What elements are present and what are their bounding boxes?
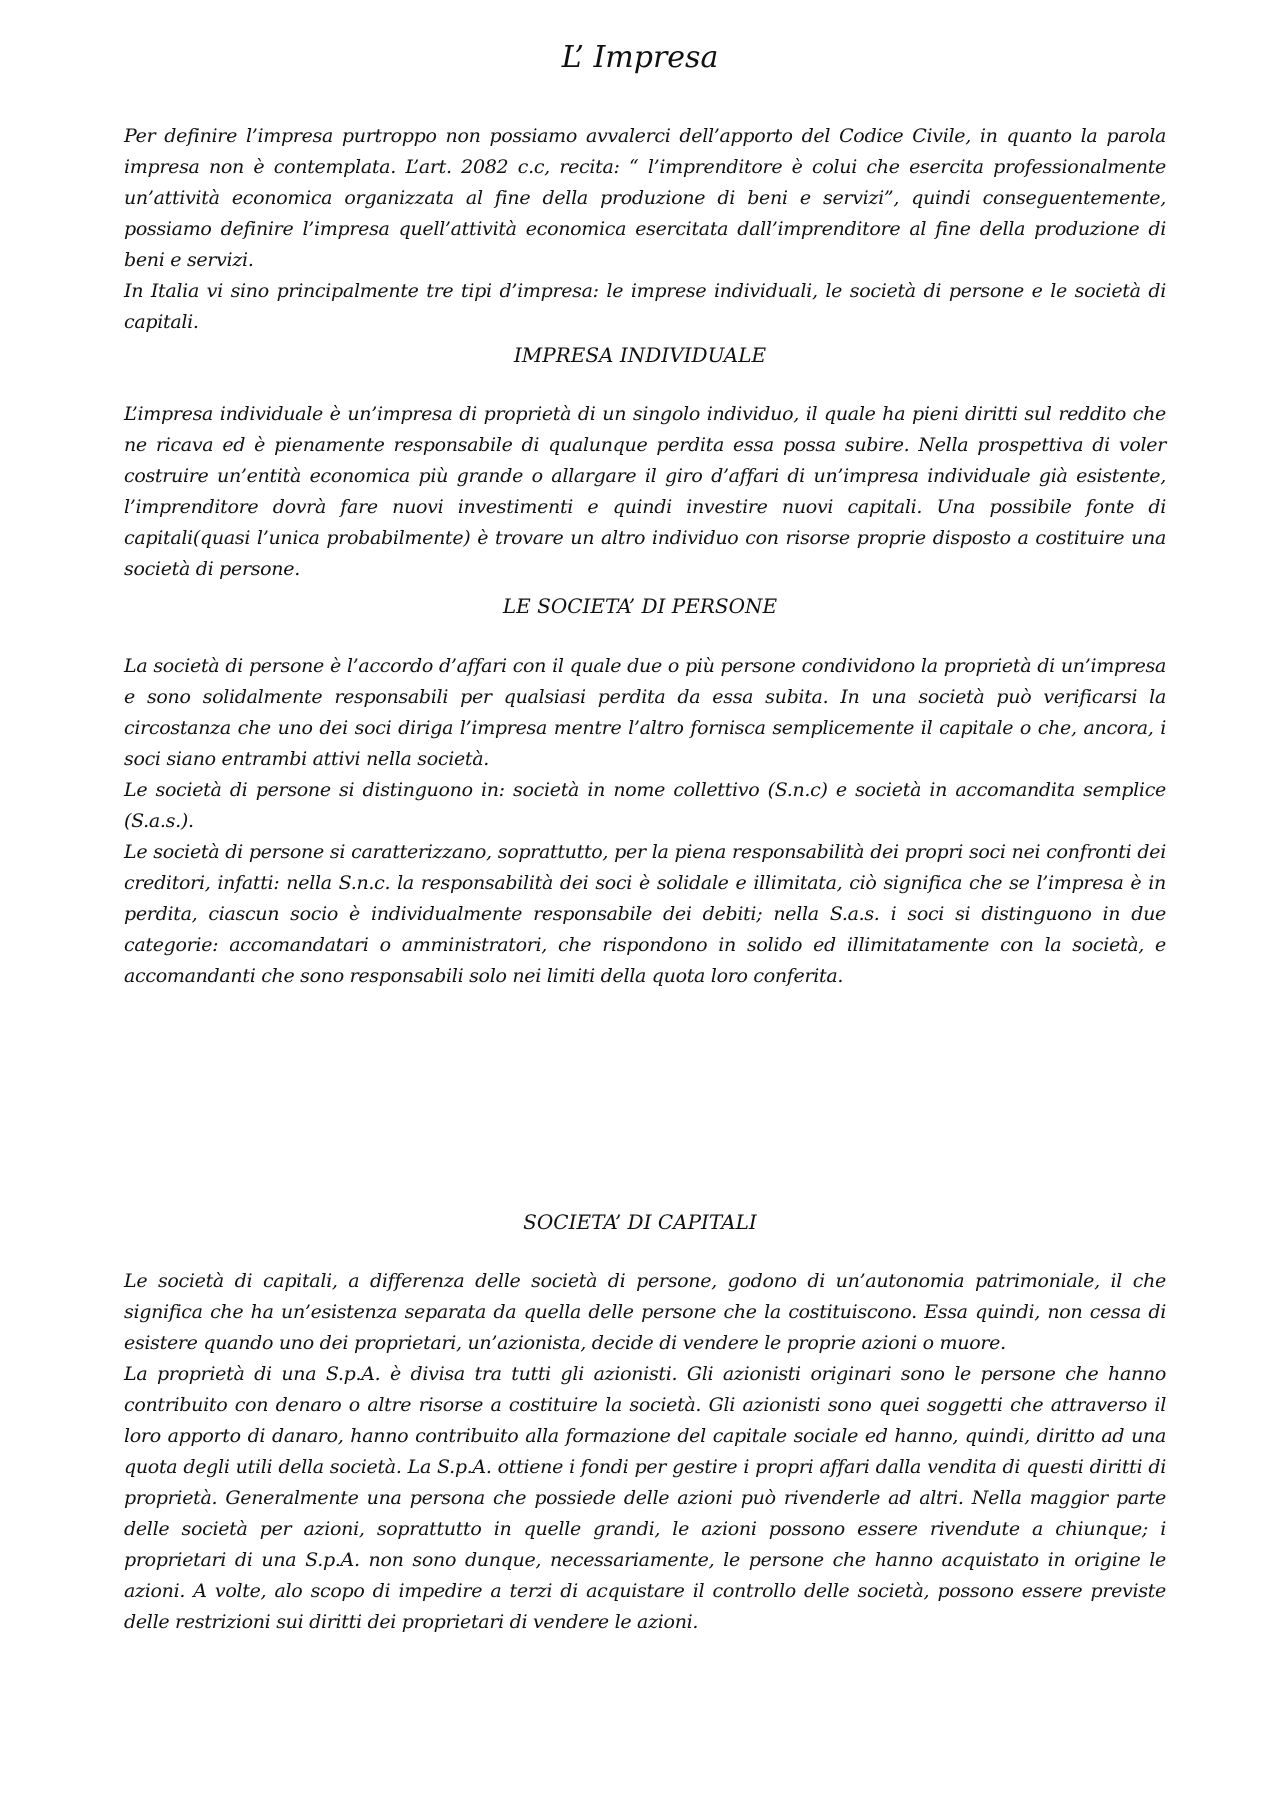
persone-paragraph-3: Le società di persone si caratterizzano, soprattutto, per la piena responsabilità dei propri soci nei confronti dei creditori, infatti: nella S.n.c. la responsabilità dei soci è solidale e illimitata, ciò significa che se l’impresa è in perdita, ciascun socio è individualmente responsabile dei debiti; nella S.a.s. i soci si distinguono in due categorie: accomandatari o amministratori, che rispondono in solido ed illimitatamente con la società, e accomandanti che sono responsabili solo nei limiti della quota loro conferita. bbox=[124, 841, 1166, 987]
individuale-paragraph-1: L’impresa individuale è un’impresa di proprietà di un singolo individuo, il quale ha pieni diritti sul reddito che ne ricava ed è pienamente responsabile di qualunque perdita essa possa subire. Nella prospettiva di voler costruire un’entità economica più grande o allargare il giro d’affari di un’impresa individuale già esistente, l’imprenditore dovrà fare nuovi investimenti e quindi investire nuovi capitali. Una possibile fonte di capitali(quasi l’unica probabilmente) è trovare un altro individuo con risorse proprie disposto a costituire una società di persone. bbox=[124, 403, 1166, 580]
heading-societa-di-capitali: SOCIETA’ DI CAPITALI bbox=[523, 1210, 757, 1234]
heading-impresa-individuale: IMPRESA INDIVIDUALE bbox=[513, 343, 767, 367]
persone-paragraph-1: La società di persone è l’accordo d’affari con il quale due o più persone condividono la proprietà di un’impresa e sono solidalmente responsabili per qualsiasi perdita da essa subita. In una società può verificarsi la circostanza che uno dei soci diriga l’impresa mentre l’altro fornisca semplicemente il capitale o che, ancora, i soci siano entrambi attivi nella società. bbox=[124, 655, 1166, 770]
intro-section bbox=[124, 121, 1166, 338]
page-title: L’ Impresa bbox=[561, 40, 719, 75]
section-societa-di-capitali bbox=[124, 1266, 1166, 1638]
heading-societa-di-persone: LE SOCIETA’ DI PERSONE bbox=[502, 594, 778, 618]
intro-paragraph-1: Per definire l’impresa purtroppo non possiamo avvalerci dell’apporto del Codice Civile, in quanto la parola impresa non è contemplata. L’art. 2082 c.c, recita: “ l’imprenditore è colui che esercita professionalmente un’attività economica organizzata al fine della produzione di beni e servizi”, quindi conseguentemente, possiamo definire l’impresa quell’attività economica esercitata dall’imprenditore al fine della produzione di beni e servizi. bbox=[124, 125, 1166, 271]
section-impresa-individuale bbox=[124, 399, 1166, 585]
capitali-paragraph-2: La proprietà di una S.p.A. è divisa tra tutti gli azionisti. Gli azionisti originari sono le persone che hanno contribuito con denaro o altre risorse a costituire la società. Gli azionisti sono quei soggetti che attraverso il loro apporto di danaro, hanno contribuito alla formazione del capitale sociale ed hanno, quindi, diritto ad una quota degli utili della società. La S.p.A. ottiene i fondi per gestire i propri affari dalla vendita di questi diritti di proprietà. Generalmente una persona che possiede delle azioni può rivenderle ad altri. Nella maggior parte delle società per azioni, soprattutto in quelle grandi, le azioni possono essere rivendute a chiunque; i proprietari di una S.p.A. non sono dunque, necessariamente, le persone che hanno acquistato in origine le azioni. A volte, alo scopo di impedire a terzi di acquistare il controllo delle società, possono essere previste delle restrizioni sui diritti dei proprietari di vendere le azioni. bbox=[124, 1363, 1166, 1633]
intro-paragraph-2: In Italia vi sino principalmente tre tipi d’impresa: le imprese individuali, le società di persone e le società di capitali. bbox=[124, 280, 1166, 333]
section-societa-di-persone bbox=[124, 651, 1166, 992]
capitali-paragraph-1: Le società di capitali, a differenza delle società di persone, godono di un’autonomia patrimoniale, il che significa che ha un’esistenza separata da quella delle persone che la costituiscono. Essa quindi, non cessa di esistere quando uno dei proprietari, un’azionista, decide di vendere le proprie azioni o muore. bbox=[124, 1270, 1166, 1354]
persone-paragraph-2: Le società di persone si distinguono in: società in nome collettivo (S.n.c) e società in accomandita semplice (S.a.s.). bbox=[124, 779, 1166, 832]
